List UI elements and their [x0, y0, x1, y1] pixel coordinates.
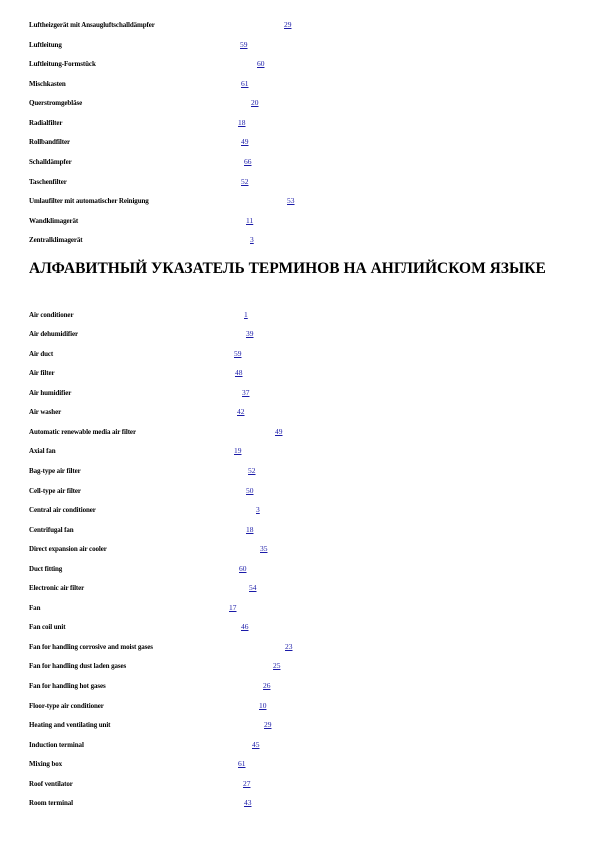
page-number-link[interactable]: 37	[242, 388, 250, 397]
index-term: Fan for handling hot gases	[29, 682, 106, 690]
index-entry	[0, 156, 595, 168]
index-entry	[0, 602, 595, 614]
page-number-link[interactable]: 19	[234, 446, 242, 455]
index-entry	[0, 195, 595, 207]
page-number-link[interactable]: 42	[237, 407, 245, 416]
index-entry	[0, 19, 595, 31]
index-entry	[0, 328, 595, 340]
index-term: Fan	[29, 604, 41, 612]
index-term: Zentralklimagerät	[29, 236, 83, 244]
index-term: Wandklimagerät	[29, 217, 79, 225]
index-entry	[0, 348, 595, 360]
page-number-link[interactable]: 49	[241, 137, 249, 146]
page-number-link[interactable]: 52	[248, 466, 256, 475]
index-term: Air conditioner	[29, 311, 74, 319]
index-term: Fan for handling dust laden gases	[29, 662, 127, 670]
index-entry	[0, 78, 595, 90]
page-number-link[interactable]: 59	[234, 349, 242, 358]
index-term: Floor-type air conditioner	[29, 702, 104, 710]
index-term: Schalldämpfer	[29, 158, 72, 166]
index-term: Fan coil unit	[29, 623, 66, 631]
index-term: Querstromgebläse	[29, 99, 83, 107]
index-entry	[0, 445, 595, 457]
page-number-link[interactable]: 61	[238, 759, 246, 768]
page-number-link[interactable]: 17	[229, 603, 237, 612]
page-number-link[interactable]: 23	[285, 642, 293, 651]
index-entry	[0, 543, 595, 555]
page-number-link[interactable]: 39	[246, 329, 254, 338]
index-term: Duct fitting	[29, 565, 63, 573]
index-entry	[0, 582, 595, 594]
index-term: Induction terminal	[29, 741, 84, 749]
index-term: Automatic renewable media air filter	[29, 428, 136, 436]
index-entry	[0, 58, 595, 70]
index-term: Cell-type air filter	[29, 487, 81, 495]
index-term: Centrifugal fan	[29, 526, 74, 534]
page-number-link[interactable]: 49	[275, 427, 283, 436]
index-term: Taschenfilter	[29, 178, 67, 186]
index-entry	[0, 117, 595, 129]
index-entry	[0, 485, 595, 497]
index-term: Umlaufilter mit automatischer Reinigung	[29, 197, 149, 205]
index-term: Air humidifier	[29, 389, 72, 397]
page-number-link[interactable]: 52	[241, 177, 249, 186]
index-entry	[0, 176, 595, 188]
index-term: Fan for handling corrosive and moist gases	[29, 643, 153, 651]
page-number-link[interactable]: 46	[241, 622, 249, 631]
index-entry	[0, 563, 595, 575]
page-number-link[interactable]: 43	[244, 798, 252, 807]
index-entry	[0, 387, 595, 399]
index-term: Luftleitung	[29, 41, 62, 49]
page-number-link[interactable]: 20	[251, 98, 259, 107]
index-term: Radialfilter	[29, 119, 63, 127]
page-number-link[interactable]: 3	[256, 505, 260, 514]
index-entry	[0, 39, 595, 51]
page-number-link[interactable]: 29	[264, 720, 272, 729]
index-entry	[0, 621, 595, 633]
index-term: Central air conditioner	[29, 506, 96, 514]
page-number-link[interactable]: 61	[241, 79, 249, 88]
page-number-link[interactable]: 18	[238, 118, 246, 127]
page-number-link[interactable]: 29	[284, 20, 292, 29]
page-number-link[interactable]: 25	[273, 661, 281, 670]
index-entry	[0, 700, 595, 712]
index-entry	[0, 136, 595, 148]
index-term: Luftleitung-Formstück	[29, 60, 96, 68]
index-term: Heating and ventilating unit	[29, 721, 111, 729]
index-entry	[0, 680, 595, 692]
index-entry	[0, 719, 595, 731]
index-term: Air dehumidifier	[29, 330, 79, 338]
index-entry	[0, 641, 595, 653]
index-entry	[0, 406, 595, 418]
index-term: Direct expansion air cooler	[29, 545, 107, 553]
page-number-link[interactable]: 60	[257, 59, 265, 68]
page-number-link[interactable]: 45	[252, 740, 260, 749]
page-number-link[interactable]: 10	[259, 701, 267, 710]
index-term: Air filter	[29, 369, 55, 377]
index-term: Axial fan	[29, 447, 56, 455]
index-entry	[0, 660, 595, 672]
index-entry	[0, 215, 595, 227]
index-term: Mixing box	[29, 760, 63, 768]
page-number-link[interactable]: 1	[244, 310, 248, 319]
page-number-link[interactable]: 53	[287, 196, 295, 205]
index-term: Air duct	[29, 350, 54, 358]
page-number-link[interactable]: 18	[246, 525, 254, 534]
index-entry	[0, 739, 595, 751]
page-number-link[interactable]: 54	[249, 583, 257, 592]
index-entry	[0, 465, 595, 477]
page-number-link[interactable]: 66	[244, 157, 252, 166]
index-entry	[0, 524, 595, 536]
index-entry	[0, 97, 595, 109]
index-entry	[0, 367, 595, 379]
index-term: Mischkasten	[29, 80, 66, 88]
index-term: Rollbandfilter	[29, 138, 70, 146]
index-term: Room terminal	[29, 799, 73, 807]
index-term: Luftheizgerät mit Ansaugluftschalldämpfer	[29, 21, 155, 29]
index-entry	[0, 309, 595, 321]
index-entry	[0, 778, 595, 790]
page-number-link[interactable]: 59	[240, 40, 248, 49]
page-number-link[interactable]: 11	[246, 216, 254, 225]
index-entry	[0, 797, 595, 809]
index-entry	[0, 758, 595, 770]
page-number-link[interactable]: 48	[235, 368, 243, 377]
index-entry	[0, 234, 595, 246]
page-number-link[interactable]: 35	[260, 544, 268, 553]
page-number-link[interactable]: 60	[239, 564, 247, 573]
page-number-link[interactable]: 3	[250, 235, 254, 244]
section-heading: АЛФАВИТНЫЙ УКАЗАТЕЛЬ ТЕРМИНОВ НА АНГЛИЙСКОМ ЯЗЫКЕ	[29, 260, 546, 277]
index-entry	[0, 426, 595, 438]
page-number-link[interactable]: 26	[263, 681, 271, 690]
index-term: Roof ventilator	[29, 780, 73, 788]
index-entry	[0, 504, 595, 516]
index-term: Electronic air filter	[29, 584, 85, 592]
index-term: Air washer	[29, 408, 62, 416]
page-number-link[interactable]: 27	[243, 779, 251, 788]
page-number-link[interactable]: 50	[246, 486, 254, 495]
index-term: Bag-type air filter	[29, 467, 81, 475]
